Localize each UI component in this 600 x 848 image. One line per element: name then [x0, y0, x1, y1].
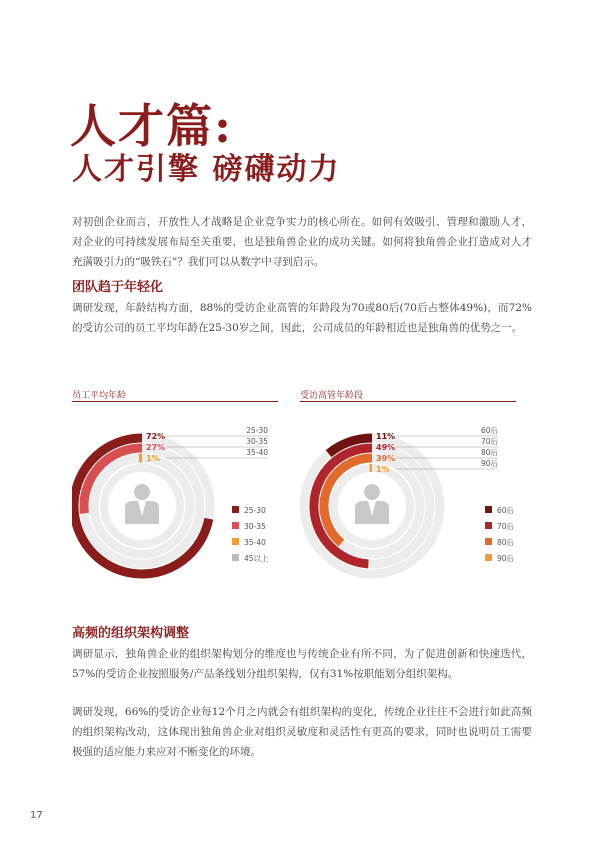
section-body-org-structure-2: 调研发现，66%的受访企业每12个月之内就会有组织架构的变化，传统企业往往不会进行如此高频的组织架构改动，这体现出独角兽企业对组织灵敏度和灵活性有更高的要求，同时也说明员工需要极强的适应能力来应对不断变化的环境。 — [72, 706, 532, 758]
person-icon — [355, 484, 389, 524]
value-label: 49% — [376, 443, 396, 452]
legend-label: 35-40 — [244, 538, 266, 547]
ring-tag: 60后 — [480, 426, 498, 435]
legend-swatch — [232, 522, 239, 529]
page-subtitle: 人才引擎 磅礴动力 — [72, 152, 341, 187]
section-heading-org-structure: 高频的组织架构调整 — [72, 626, 190, 641]
chart-title: 员工平均年龄 — [72, 391, 127, 401]
legend-swatch — [232, 506, 239, 513]
ring-tag: 90后 — [480, 459, 498, 468]
section-body-org-structure-1: 调研显示，独角兽企业的组织架构划分的维度也与传统企业有所不同，为了促进创新和快速迭代，57%的受访企业按照服务/产品条线划分组织架构，仅有31%按职能划分组织架构。 — [72, 648, 532, 680]
legend-label: 30-35 — [244, 522, 266, 531]
ring-tag: 25-30 — [246, 426, 268, 435]
person-icon — [125, 484, 159, 524]
legend-swatch — [485, 506, 492, 513]
page-number: 17 — [30, 810, 43, 821]
legend-label: 25-30 — [244, 506, 266, 515]
page-title: 人才篇: — [70, 99, 233, 153]
value-label: 72% — [146, 432, 166, 441]
legend-label: 45以上 — [244, 554, 269, 563]
ring-tag: 30-35 — [246, 437, 268, 446]
value-label: 1% — [146, 454, 160, 463]
chart-svg — [72, 388, 278, 588]
value-label: 27% — [146, 443, 166, 452]
legend-label: 70后 — [497, 522, 515, 531]
legend-label: 90后 — [497, 554, 515, 563]
ring-tag: 80后 — [480, 448, 498, 457]
legend-swatch — [232, 554, 239, 561]
legend-swatch — [485, 538, 492, 545]
legend-swatch — [232, 538, 239, 545]
section-body-young-team: 调研发现，年龄结构方面，88%的受访企业高管的年龄段为70或80后(70后占整体49%)，而72%的受访公司的员工平均年龄在25-30岁之间，因此，公司成员的年龄相近也是独角兽的优势之一。 — [72, 302, 532, 334]
chart-svg — [300, 388, 516, 588]
value-label: 11% — [376, 432, 396, 441]
chart-employee-age — [72, 388, 278, 588]
intro-paragraph: 对初创企业而言，开放性人才战略是企业竞争实力的核心所在。如何有效吸引、管理和激励人才，对企业的可持续发展布局至关重要，也是独角兽企业的成功关键。如何将独角兽企业打造成对人才充满吸引力的“吸铁石”？我们可以从数字中寻到启示。 — [72, 216, 532, 268]
legend-label: 60后 — [497, 506, 515, 515]
legend-swatch — [485, 554, 492, 561]
chart-title: 受访高管年龄段 — [300, 391, 364, 401]
value-label: 39% — [376, 454, 396, 463]
section-heading-young-team: 团队趋于年轻化 — [72, 280, 164, 295]
value-label: 1% — [376, 465, 390, 474]
chart-executive-age — [300, 388, 516, 588]
legend-label: 80后 — [497, 538, 515, 547]
ring-tag: 70后 — [480, 437, 498, 446]
ring-tag: 35-40 — [246, 448, 268, 457]
legend-swatch — [485, 522, 492, 529]
